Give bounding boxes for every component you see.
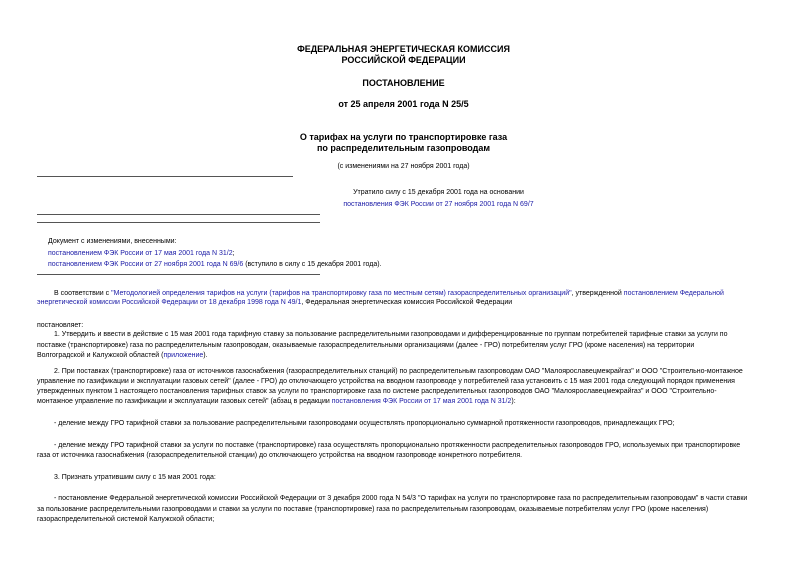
item3-text: 3. Признать утратившим силу с 15 мая 2001 года: xyxy=(54,474,216,481)
preamble-text-3: , Федеральная энергетическая комиссия Российской Федерации xyxy=(301,299,513,306)
item1-line3 xyxy=(37,350,208,361)
authority-line1: ФЕДЕРАЛЬНАЯ ЭНЕРГЕТИЧЕСКАЯ КОМИССИЯ xyxy=(297,44,510,54)
item3-bullet-line1: - постановление Федеральной энергетической комиссии Российской Федерации от 3 декабря 2000 года N 54/3 "О тарифах на услуги по транспортировке газа по распределительным газопроводам" в части ставки xyxy=(54,495,748,502)
expiry-link-row xyxy=(35,199,807,210)
preamble-text-2: , утвержденной xyxy=(571,290,624,297)
item2-line2: управление по газификации и эксплуатации газовых сетей" (далее - ГРО) до отключающего устройства на вводном газопроводе у потребителей газа установить с 15 мая 2001 года следующий порядок применения xyxy=(37,378,735,385)
divider xyxy=(37,274,320,275)
bullet-2-line1: - деление между ГРО тарифной ставки за услуги по поставке (транспортировке) газа осуществлять пропорционально протяженности распределительных газопроводов ГРО, используемых при транспортировке xyxy=(54,442,741,449)
bullet-2-line2: газа от источника газоснабжения (газораспределительной станции) до отключающего устройства на вводном газопроводе конкретного потребителя. xyxy=(37,452,523,459)
divider xyxy=(37,176,293,177)
item3-bullet-line2: за пользование распределительными газопроводами и ставки за услуги по поставке (транспортировке) газа по распределительным газопроводам, оказываемые потребителям услуг ГРО (кроме населения) xyxy=(37,506,709,513)
authority-line2: РОССИЙСКОЙ ФЕДЕРАЦИИ xyxy=(341,55,466,65)
amendment-row-2 xyxy=(48,259,382,270)
amendments-intro: Документ с изменениями, внесенными: xyxy=(48,238,177,245)
item1-line1: 1. Утвердить и ввести в действие с 15 мая 2001 года тарифную ставку за пользование распределительными газопроводами и дифференцированные по группам потребителей тарифные ставки за услуги по xyxy=(54,331,728,338)
preamble-line2 xyxy=(37,297,512,308)
item2-line1: 2. При поставках (транспортировке) газа от источников газоснабжения (газораспределительных станций) по распределительным газопроводам ОАО "Малоярославецмежрайгаз" и ООО "Строительно-монтажное xyxy=(54,368,743,375)
divider xyxy=(37,214,320,215)
item2-line3: утвержденных пунктом 1 настоящего постановления тарифных ставок за услуги по транспортировке газа по системе распределительных газопроводов ОАО "Малоярославецмежрайгаз" и ООО "Строительно- xyxy=(37,388,717,395)
appendix-link[interactable]: приложение xyxy=(163,352,204,359)
expiry-text: Утратило силу с 15 декабря 2001 года на основании xyxy=(353,189,524,196)
item1-line2: поставке (транспортировке) газа по распределительным газопроводам, оказываемые газораспределительными организациями (далее - ГРО) потребителям услуг ГРО (кроме населения) на территории xyxy=(37,342,695,349)
methodology-link[interactable]: "Методологией определения тарифов на услуги (тарифов на транспортировку газа по местным сетям) газораспределительных организаций" xyxy=(111,290,572,297)
preamble-text-1: В соответствии с xyxy=(54,290,112,297)
expiry-link[interactable]: постановления ФЭК России от 27 ноября 2001 года N 69/7 xyxy=(343,201,534,208)
item1-text: Волгоградской и Калужской областей ( xyxy=(37,352,164,359)
divider xyxy=(37,222,320,223)
item2-amendment-link[interactable]: постановления ФЭК России от 17 мая 2001 года N 31/2 xyxy=(331,398,512,405)
changes-note: (с изменениями на 27 ноября 2001 года) xyxy=(337,163,470,170)
bullet-1: - деление между ГРО тарифной ставки за пользование распределительными газопроводами осуществлять пропорционально суммарной протяженности газопроводов, принадлежащих ГРО; xyxy=(54,420,675,427)
doc-type: ПОСТАНОВЛЕНИЕ xyxy=(362,78,445,88)
item1-suffix: ). xyxy=(203,352,208,359)
item2-suffix: ): xyxy=(511,398,516,405)
fek-resolution-link-2[interactable]: энергетической комиссии Российской Федерации от 18 декабря 1998 года N 49/1 xyxy=(37,299,302,306)
amendment-row-1 xyxy=(48,248,235,259)
doc-title-line2: по распределительным газопроводам xyxy=(316,143,490,153)
amendment-suffix-1: ; xyxy=(232,250,235,257)
amendment-suffix-2: (вступило в силу с 15 декабря 2001 года). xyxy=(243,261,382,268)
doc-date-number: от 25 апреля 2001 года N 25/5 xyxy=(338,99,469,109)
item2-line4 xyxy=(37,396,516,407)
resolves-label: постановляет: xyxy=(37,322,84,329)
amendment-link-2[interactable]: постановлением ФЭК России от 27 ноября 2001 года N 69/6 xyxy=(48,261,244,268)
item2-text: монтажное управление по газификации и эксплуатации газовых сетей" (абзац в редакции xyxy=(37,398,332,405)
amendment-link-1[interactable]: постановлением ФЭК России от 17 мая 2001 года N 31/2 xyxy=(48,250,233,257)
item3-bullet-line3: газораспределительной системой Калужской области; xyxy=(37,516,215,523)
fek-resolution-link-1[interactable]: постановлением Федеральной xyxy=(623,290,724,297)
doc-title-line1: О тарифах на услуги по транспортировке газа xyxy=(299,132,508,142)
